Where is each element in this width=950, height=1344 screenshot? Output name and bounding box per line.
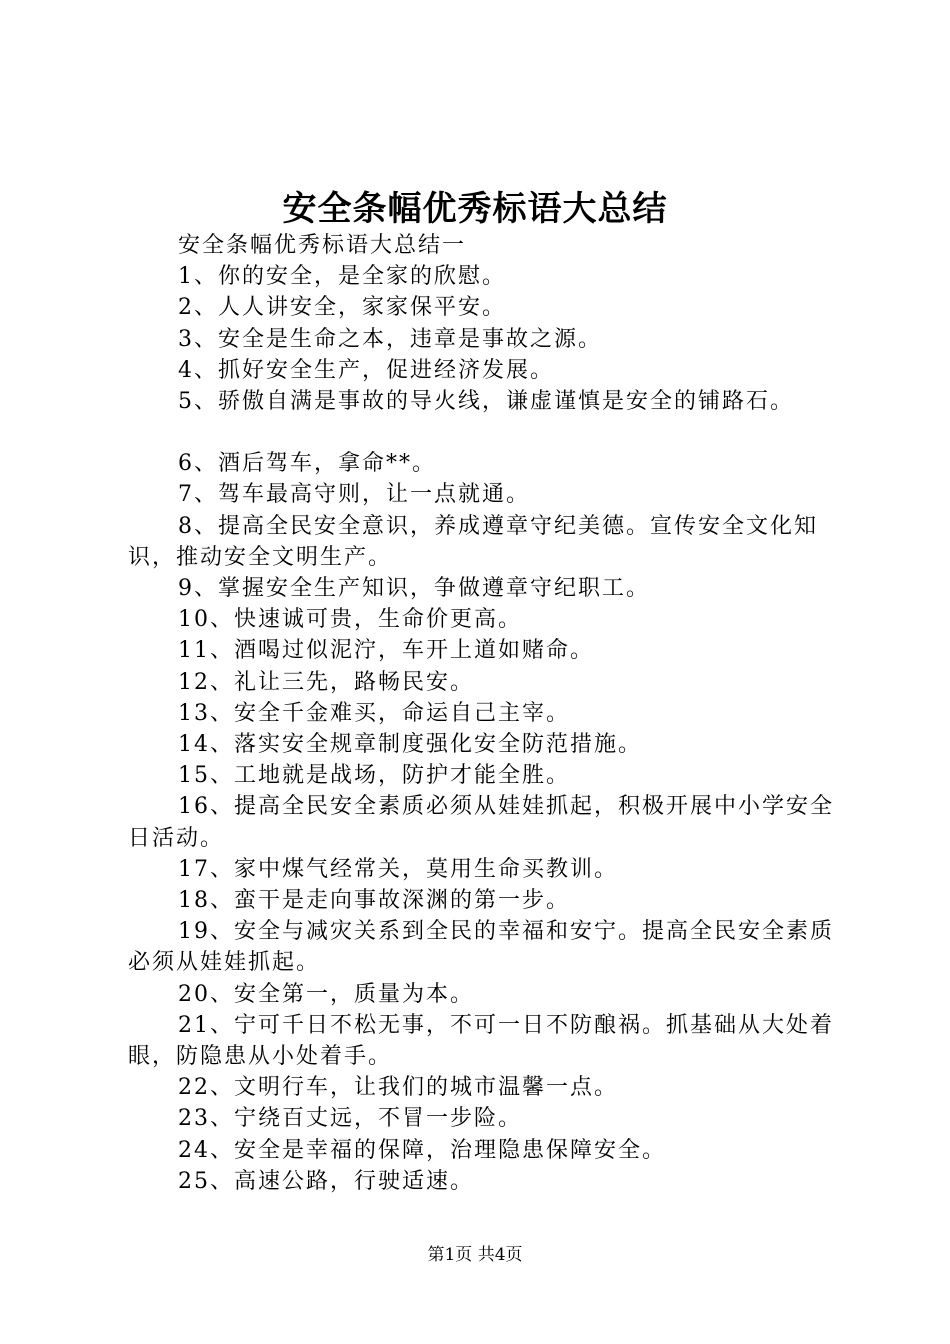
list-item: 6、酒后驾车，拿命**。 [178,451,436,477]
list-item: 4、抓好安全生产，促进经济发展。 [178,357,554,383]
list-item: 14、落实安全规章制度强化安全防范措施。 [178,732,642,758]
list-item: 17、家中煤气经常关，莫用生命买教训。 [178,856,618,882]
list-item: 3、安全是生命之本，违章是事故之源。 [178,326,602,352]
list-item: 22、文明行车，让我们的城市温馨一点。 [178,1075,618,1101]
document-title: 安全条幅优秀标语大总结 [282,189,668,229]
list-item: 18、蛮干是走向事故深渊的第一步。 [178,888,570,914]
list-item: 25、高速公路，行驶适速。 [178,1168,474,1194]
list-item: 19、安全与减灾关系到全民的幸福和安宁。提高全民安全素质必须从娃娃抓起。 [128,919,834,976]
list-item: 12、礼让三先，路畅民安。 [178,669,474,695]
list-item: 21、宁可千日不松无事，不可一日不防酿祸。抓基础从大处着眼，防隐患从小处着手。 [128,1012,834,1070]
list-item: 24、安全是幸福的保障，治理隐患保障安全。 [178,1137,666,1163]
list-item: 5、骄傲自满是事故的导火线，谦虚谨慎是安全的铺路石。 [178,389,794,415]
list-item: 7、驾车最高守则，让一点就通。 [178,482,530,508]
list-item: 13、安全千金难买，命运自己主宰。 [178,700,570,726]
list-item: 15、工地就是战场，防护才能全胜。 [178,763,570,789]
list-item: 9、掌握安全生产知识，争做遵章守纪职工。 [178,576,650,602]
list-item: 8、提高全民安全意识，养成遵章守纪美德。宣传安全文化知识，推动安全文明生产。 [128,513,818,570]
document-body [128,230,838,1197]
list-item: 10、快速诚可贵，生命价更高。 [178,607,522,633]
section-heading: 安全条幅优秀标语大总结一 [178,233,467,258]
list-item: 2、人人讲安全，家家保平安。 [178,295,506,321]
page-number: 第1页 共4页 [427,1245,523,1265]
list-item: 11、酒喝过似泥泞，车开上道如赌命。 [178,638,594,664]
list-item: 16、提高全民安全素质必须从娃娃抓起，积极开展中小学安全日活动。 [128,794,834,851]
list-item: 1、你的安全，是全家的欣慰。 [178,264,506,290]
list-item: 23、宁绕百丈远，不冒一步险。 [178,1106,522,1132]
paragraph-gap [128,417,838,448]
list-item: 20、安全第一，质量为本。 [178,981,474,1007]
